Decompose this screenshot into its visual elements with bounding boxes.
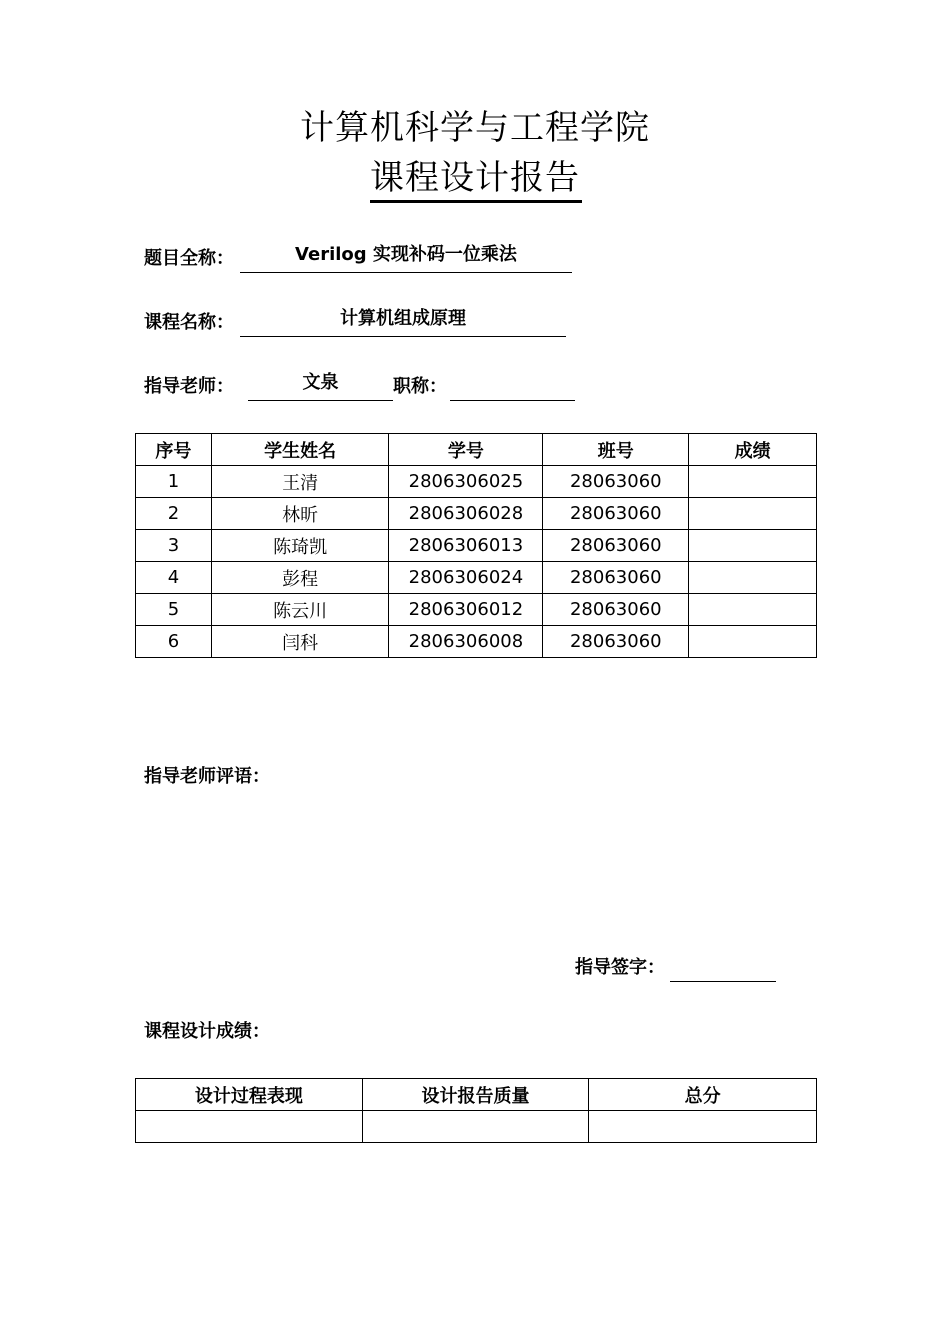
col-header-student-id: 学号: [389, 434, 543, 466]
cell-score[interactable]: [689, 626, 817, 658]
teacher-field[interactable]: 文泉: [248, 370, 393, 401]
col-header-process: 设计过程表现: [136, 1079, 363, 1111]
table-row: [136, 530, 817, 562]
cell-score[interactable]: [689, 562, 817, 594]
cell-report-score[interactable]: [362, 1111, 589, 1143]
cell-class-id: 28063060: [543, 498, 689, 530]
cell-score[interactable]: [689, 498, 817, 530]
student-table-header: [136, 434, 817, 466]
teacher-comments-label: 指导老师评语：: [144, 766, 270, 787]
cell-name: 王清: [211, 466, 389, 498]
grade-table: [135, 1078, 817, 1143]
cell-student-id: 2806306028: [389, 498, 543, 530]
cell-student-id: 2806306024: [389, 562, 543, 594]
cell-process-score[interactable]: [136, 1111, 363, 1143]
cell-student-id: 2806306025: [389, 466, 543, 498]
topic-label: 题目全称：: [144, 248, 234, 269]
table-row: [136, 594, 817, 626]
cell-class-id: 28063060: [543, 562, 689, 594]
cell-score[interactable]: [689, 594, 817, 626]
cell-index: 5: [136, 594, 212, 626]
cell-class-id: 28063060: [543, 530, 689, 562]
cell-score[interactable]: [689, 466, 817, 498]
grade-table-header: [136, 1079, 817, 1111]
cell-total-score[interactable]: [589, 1111, 817, 1143]
col-header-score: 成绩: [689, 434, 817, 466]
col-header-report-quality: 设计报告质量: [362, 1079, 589, 1111]
table-row: [136, 466, 817, 498]
report-title: 课程设计报告: [370, 158, 580, 198]
course-label: 课程名称：: [144, 312, 234, 333]
cell-index: 4: [136, 562, 212, 594]
cell-name: 闫科: [211, 626, 389, 658]
cell-class-id: 28063060: [543, 466, 689, 498]
course-grade-label: 课程设计成绩：: [144, 1021, 270, 1042]
job-title-label: 职称：: [393, 376, 447, 397]
col-header-index: 序号: [136, 434, 212, 466]
cell-name: 彭程: [211, 562, 389, 594]
table-row: [136, 562, 817, 594]
signature-field[interactable]: [670, 951, 776, 982]
table-row: [136, 498, 817, 530]
table-row: [136, 626, 817, 658]
job-title-field[interactable]: [450, 370, 575, 401]
cell-name: 陈琦凯: [211, 530, 389, 562]
table-row: [136, 1111, 817, 1143]
cell-score[interactable]: [689, 530, 817, 562]
col-header-class-id: 班号: [543, 434, 689, 466]
cell-student-id: 2806306012: [389, 594, 543, 626]
signature-label: 指导签字：: [575, 957, 665, 978]
cell-index: 1: [136, 466, 212, 498]
cell-name: 林昕: [211, 498, 389, 530]
student-table: [135, 433, 817, 658]
institute-title: 计算机科学与工程学院: [300, 108, 650, 148]
cell-name: 陈云川: [211, 594, 389, 626]
cell-class-id: 28063060: [543, 626, 689, 658]
course-field[interactable]: 计算机组成原理: [240, 306, 566, 337]
cell-index: 6: [136, 626, 212, 658]
title-underline: [370, 200, 582, 203]
cell-index: 3: [136, 530, 212, 562]
teacher-label: 指导老师：: [144, 376, 234, 397]
cell-index: 2: [136, 498, 212, 530]
cell-class-id: 28063060: [543, 594, 689, 626]
cell-student-id: 2806306013: [389, 530, 543, 562]
col-header-name: 学生姓名: [211, 434, 389, 466]
col-header-total: 总分: [589, 1079, 817, 1111]
cell-student-id: 2806306008: [389, 626, 543, 658]
topic-field[interactable]: Verilog 实现补码一位乘法: [240, 242, 572, 273]
